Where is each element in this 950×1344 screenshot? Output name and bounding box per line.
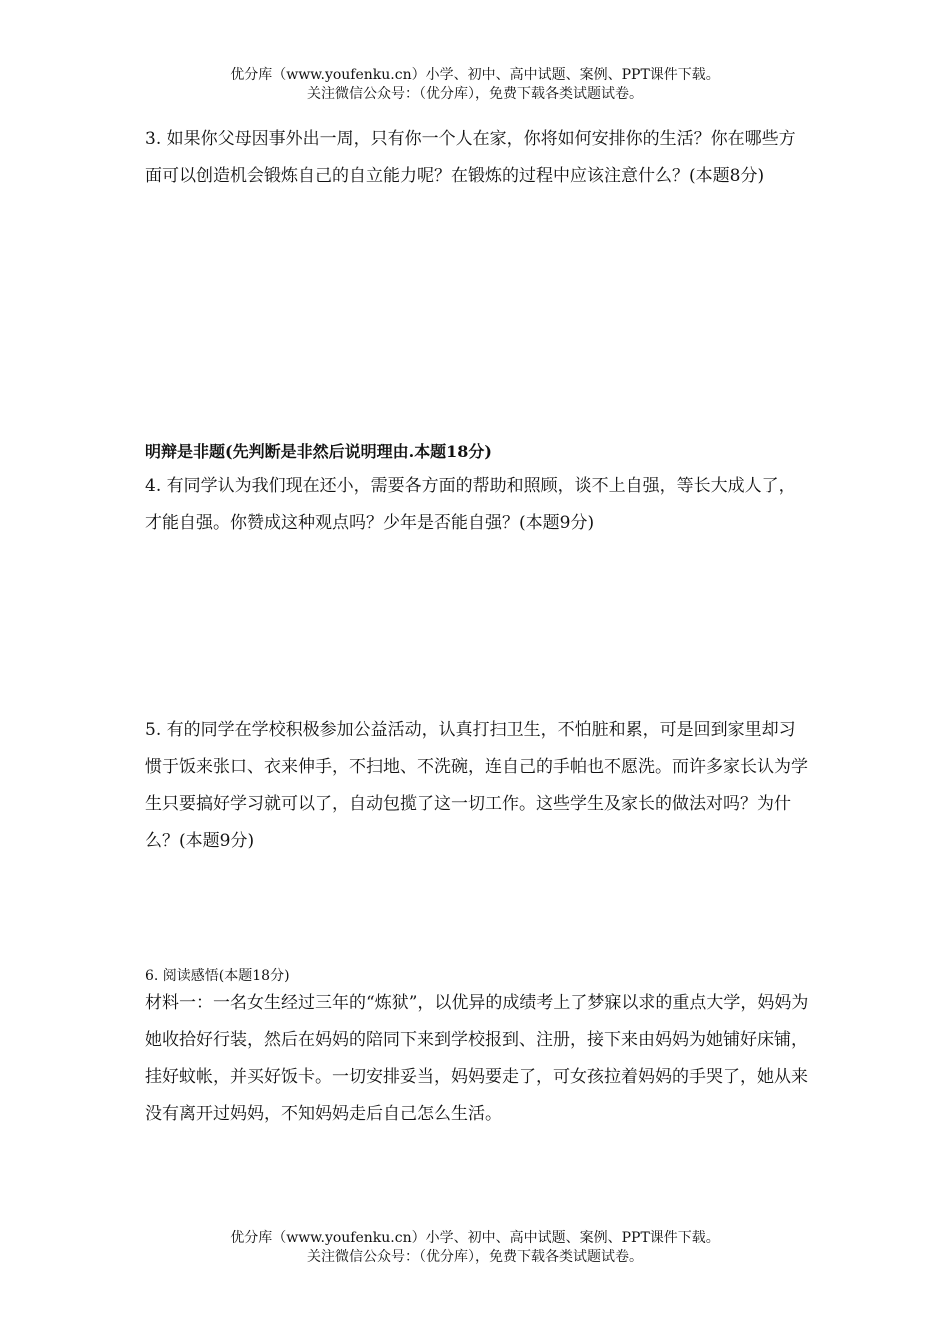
header-line-1: 优分库（www.youfenku.cn）小学、初中、高中试题、案例、PPT课件下载。 (230, 67, 720, 83)
section-title: 明辩是非题(先判断是非然后说明理由.本题18分) (145, 442, 492, 461)
footer-line-1: 优分库（www.youfenku.cn）小学、初中、高中试题、案例、PPT课件下载。 (230, 1230, 720, 1246)
question-4: 4. 有同学认为我们现在还小，需要各方面的帮助和照顾，谈不上自强，等长大成人了，才能自强。你赞成这种观点吗？少年是否能自强？(本题9分) (145, 476, 796, 533)
question-6-material: 材料一：一名女生经过三年的“炼狱”，以优异的成绩考上了梦寐以求的重点大学，妈妈为她收拾好行装，然后在妈妈的陪同下来到学校报到、注册，接下来由妈妈为她铺好床铺，挂好蚊帐，并买好饭卡。一切安排妥当，妈妈要走了，可女孩拉着妈妈的手哭了，她从来没有离开过妈妈，不知妈妈走后自己怎么生活。 (145, 993, 809, 1124)
footer-line-2: 关注微信公众号：（优分库），免费下载各类试题试卷。 (307, 1249, 643, 1265)
page-footer (0, 1229, 950, 1267)
question-6-heading: 6. 阅读感悟(本题18分) (145, 968, 290, 984)
question-3: 3. 如果你父母因事外出一周，只有你一个人在家，你将如何安排你的生活？你在哪些方面可以创造机会锻炼自己的自立能力呢？在锻炼的过程中应该注意什么？(本题8分) (145, 129, 796, 186)
header-line-2: 关注微信公众号：（优分库），免费下载各类试题试卷。 (307, 86, 643, 102)
page-header (0, 66, 950, 104)
question-5: 5. 有的同学在学校积极参加公益活动，认真打扫卫生，不怕脏和累，可是回到家里却习惯于饭来张口、衣来伸手，不扫地、不洗碗，连自己的手帕也不愿洗。而许多家长认为学生只要搞好学习就可以了，自动包揽了这一切工作。这些学生及家长的做法对吗？为什么？(本题9分) (145, 720, 808, 851)
